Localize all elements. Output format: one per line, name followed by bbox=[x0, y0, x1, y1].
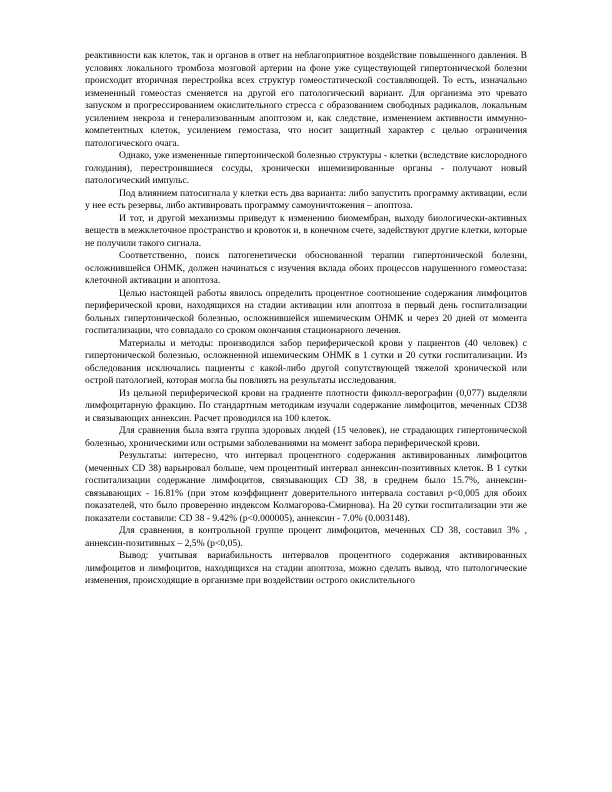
paragraph-pathosignal-variants: Под влиянием патосигнала у клетки есть два варианта: либо запустить программу активации, если у нее есть резервы, либо активировать программу самоуничтожения – апоптоза. bbox=[85, 187, 527, 211]
paragraph-altered-structures: Однако, уже измененные гипертонической болезнью структуры - клетки (вследствие кислородного голодания), перестроившиеся сосуды, хронически ишемизированные органы - получают новый патологический импульс. bbox=[85, 150, 527, 186]
paragraph-control-group: Для сравнения была взята группа здоровых людей (15 человек), не страдающих гипертонической болезнью, хроническими или острыми заболеваниями на момент забора периферической крови. bbox=[85, 425, 527, 449]
paragraph-biomembrane-changes: И тот, и другой механизмы приведут к изменению биомембран, выходу биологически-активных веществ в межклеточное пространство и кровоток и, в конечном счете, задействуют другие клетки, которые не получили такого сигнала. bbox=[85, 212, 528, 249]
paragraph-materials-methods: Материалы и методы: производился забор периферической крови у пациентов (40 человек) с гипертонической болезнью, осложненной ишемическим ОНМК в 1 сутки и 20 сутки госпитализации. Из обследования исключались пациенты с какой-либо другой сопутствующей тяжелой хронической или острой патологией, которая могла бы повлиять на результаты исследования. bbox=[85, 337, 527, 386]
paragraph-conclusion: Вывод: учитывая вариабильность интервалов процентного содержания активированных лимфоцитов и лимфоцитов, находящихся на стадии апоптоза, можно сделать вывод, что патологические изменения, происходящие в организме при воздействии острого окислительного bbox=[85, 550, 527, 586]
paragraph-control-comparison: Для сравнения, в контрольной группе процент лимфоцитов, меченных CD 38, составил 3% , аннексин-позитивных – 2,5% (р<0,05). bbox=[85, 525, 527, 549]
paragraph-lymphocyte-isolation: Из цельной периферической крови на градиенте плотности фиколл-верографин (0,077) выделяли лимфоцитарную фракцию. По стандартным методикам изучали содержание лимфоцитов, меченных CD38 и связывающих аннексин. Расчет проводился на 100 клеток. bbox=[85, 387, 527, 424]
document-page bbox=[85, 50, 527, 588]
paragraph-therapy-search: Соответственно, поиск патогенетически обоснованной терапии гипертонической болезни, осложнившейся ОНМК, должен начинаться с изучения вклада обоих процессов нарушенного гомеостаза: клеточной активации и апоптоза. bbox=[85, 250, 527, 286]
paragraph-results: Результаты: интересно, что интервал процентного содержания активированных лимфоцитов (меченных CD 38) варьировал больше, чем процентный интервал аннексин-позитивных клеток. В 1 сутки госпитализации содержание лимфоцитов, связывающих CD 38, в среднем было 15.7%, аннексин-связывающих - 16.81% (при этом коэффициент доверительного интервала составил р<0,005 для обоих показателей, что было проверенно индексом Колмагорова-Смирнова). На 20 сутки госпитализации эти же показатели составили: CD 38 - 9.42% (р<0.000005), аннексин - 7.0% (0.003148). bbox=[85, 450, 527, 524]
paragraph-study-aim: Целью настоящей работы явилось определить процентное соотношение содержания лимфоцитов периферической крови, находящихся на стадии активации или апоптоза в первый день госпитализации больных гипертонической болезнью, осложнившейся ишемическим ОНМК и через 20 дней от момента госпитализации, что совпадало со сроком окончания стационарного лечения. bbox=[85, 287, 527, 336]
paragraph-continued-intro: реактивности как клеток, так и органов в ответ на неблагоприятное воздействие повышенного давления. В условиях локального тромбоза мозговой артерии на фоне уже существующей гипертонической болезни происходит вторичная перестройка всех структур гомеостатической составляющей. То есть, изначально измененный гомеостаз сменяется на другой его патологический вариант. Для организма это чревато запуском и прогрессированием окислительного стресса с образованием свободных радикалов, локальным усилением некроза и генерализованным апоптозом и, как следствие, изменением активности иммунно-компетентных клеток, усилением гемостаза, что носит защитный характер с целью ограничения патологического очага. bbox=[85, 50, 527, 149]
